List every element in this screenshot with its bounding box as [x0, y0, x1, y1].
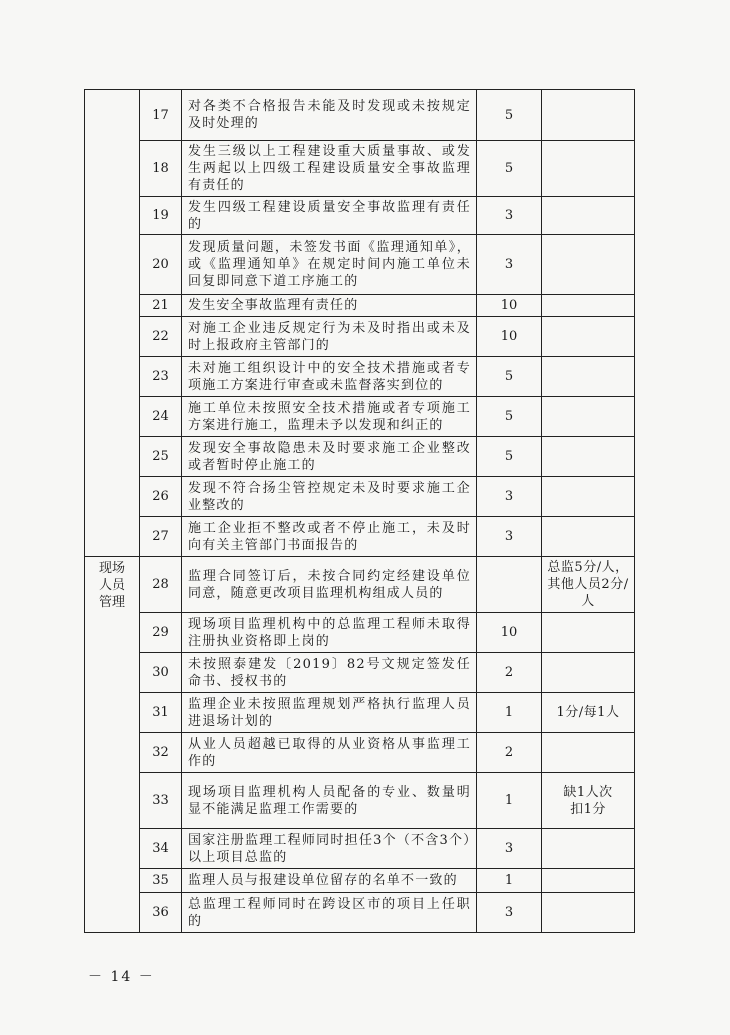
row-number: 18 — [140, 141, 182, 197]
table-row — [85, 829, 635, 869]
row-note — [542, 733, 635, 773]
category-cell-supervision — [85, 90, 140, 557]
row-note — [542, 693, 635, 733]
table-row — [85, 613, 635, 653]
row-number: 33 — [140, 773, 182, 829]
table-row — [85, 693, 635, 733]
row-score: 3 — [477, 235, 542, 295]
table-row — [85, 869, 635, 893]
row-score: 10 — [477, 317, 542, 357]
table-row — [85, 557, 635, 613]
row-description: 国家注册监理工程师同时担任3个（不含3个）以上项目总监的 — [182, 829, 477, 869]
row-number: 17 — [140, 90, 182, 141]
row-note — [542, 295, 635, 317]
table-row — [85, 397, 635, 437]
row-score: 5 — [477, 437, 542, 477]
row-note — [542, 357, 635, 397]
row-number: 20 — [140, 235, 182, 295]
row-number: 26 — [140, 477, 182, 517]
table-row — [85, 773, 635, 829]
row-description: 未对施工组织设计中的安全技术措施或者专项施工方案进行审查或未监督落实到位的 — [182, 357, 477, 397]
table-row — [85, 235, 635, 295]
row-number: 28 — [140, 557, 182, 613]
row-description: 未按照泰建发〔2019〕82号文规定签发任命书、授权书的 — [182, 653, 477, 693]
table-row — [85, 197, 635, 235]
row-number: 36 — [140, 893, 182, 933]
row-score: 3 — [477, 477, 542, 517]
row-note — [542, 477, 635, 517]
row-number: 30 — [140, 653, 182, 693]
row-description: 发生三级以上工程建设重大质量事故、或发生两起以上四级工程建设质量安全事故监理有责任的 — [182, 141, 477, 197]
row-description: 对各类不合格报告未能及时发现或未按规定及时处理的 — [182, 90, 477, 141]
row-note — [542, 893, 635, 933]
row-number: 31 — [140, 693, 182, 733]
row-description: 施工企业拒不整改或者不停止施工，未及时向有关主管部门书面报告的 — [182, 517, 477, 557]
row-note — [542, 437, 635, 477]
row-description: 施工单位未按照安全技术措施或者专项施工方案进行施工，监理未予以发现和纠正的 — [182, 397, 477, 437]
row-score: 5 — [477, 141, 542, 197]
row-note — [542, 829, 635, 869]
table-row — [85, 141, 635, 197]
row-description: 发生四级工程建设质量安全事故监理有责任的 — [182, 197, 477, 235]
page-number: － 14 － — [88, 969, 155, 985]
row-note-text: 1分/每1人 — [556, 705, 620, 720]
row-note — [542, 653, 635, 693]
table-row — [85, 477, 635, 517]
row-number: 32 — [140, 733, 182, 773]
table-row — [85, 653, 635, 693]
row-note-text: 缺1人次 扣1分 — [563, 784, 613, 817]
table-row — [85, 295, 635, 317]
evaluation-table — [84, 89, 635, 933]
row-score: 1 — [477, 869, 542, 893]
row-note — [542, 90, 635, 141]
row-score: 2 — [477, 733, 542, 773]
row-note — [542, 141, 635, 197]
row-score: 10 — [477, 613, 542, 653]
row-description: 监理人员与报建设单位留存的名单不一致的 — [182, 869, 477, 893]
row-score: 10 — [477, 295, 542, 317]
row-description: 现场项目监理机构中的总监理工程师未取得注册执业资格即上岗的 — [182, 613, 477, 653]
row-number: 34 — [140, 829, 182, 869]
row-number: 21 — [140, 295, 182, 317]
row-description: 总监理工程师同时在跨设区市的项目上任职的 — [182, 893, 477, 933]
table-row — [85, 733, 635, 773]
row-note — [542, 773, 635, 829]
row-number: 27 — [140, 517, 182, 557]
row-number: 19 — [140, 197, 182, 235]
row-number: 22 — [140, 317, 182, 357]
row-score: 2 — [477, 653, 542, 693]
row-score: 5 — [477, 357, 542, 397]
row-score: 3 — [477, 893, 542, 933]
row-note — [542, 869, 635, 893]
row-description: 发现质量问题，未签发书面《监理通知单》，或《监理通知单》在规定时间内施工单位未回复即同意下道工序施工的 — [182, 235, 477, 295]
row-score: 5 — [477, 90, 542, 141]
row-number: 24 — [140, 397, 182, 437]
row-number: 25 — [140, 437, 182, 477]
row-description: 发生安全事故监理有责任的 — [182, 295, 477, 317]
table-row — [85, 90, 635, 141]
row-note — [542, 197, 635, 235]
table-row — [85, 317, 635, 357]
row-description: 从业人员超越已取得的从业资格从事监理工作的 — [182, 733, 477, 773]
row-number: 23 — [140, 357, 182, 397]
row-score: 5 — [477, 397, 542, 437]
row-description: 对施工企业违反规定行为未及时指出或未及时上报政府主管部门的 — [182, 317, 477, 357]
row-note — [542, 517, 635, 557]
row-description: 监理合同签订后，未按合同约定经建设单位同意，随意更改项目监理机构组成人员的 — [182, 557, 477, 613]
row-score: 3 — [477, 197, 542, 235]
category-label: 现场 人员 管理 — [98, 561, 125, 610]
row-score: 1 — [477, 693, 542, 733]
row-number: 35 — [140, 869, 182, 893]
row-score: 1 — [477, 773, 542, 829]
row-note — [542, 613, 635, 653]
row-note — [542, 397, 635, 437]
table-row — [85, 437, 635, 477]
category-cell-personnel — [85, 557, 140, 933]
table-row — [85, 893, 635, 933]
row-description: 发现安全事故隐患未及时要求施工企业整改或者暂时停止施工的 — [182, 437, 477, 477]
row-description: 现场项目监理机构人员配备的专业、数量明显不能满足监理工作需要的 — [182, 773, 477, 829]
row-score: 3 — [477, 517, 542, 557]
table-row — [85, 517, 635, 557]
row-score: 3 — [477, 829, 542, 869]
row-note — [542, 557, 635, 613]
row-note-text: 总监5分/人，其他人员2分/人 — [547, 560, 629, 609]
row-note — [542, 235, 635, 295]
row-note — [542, 317, 635, 357]
row-score — [477, 557, 542, 613]
row-number: 29 — [140, 613, 182, 653]
row-description: 监理企业未按照监理规划严格执行监理人员进退场计划的 — [182, 693, 477, 733]
row-description: 发现不符合扬尘管控规定未及时要求施工企业整改的 — [182, 477, 477, 517]
table-row — [85, 357, 635, 397]
